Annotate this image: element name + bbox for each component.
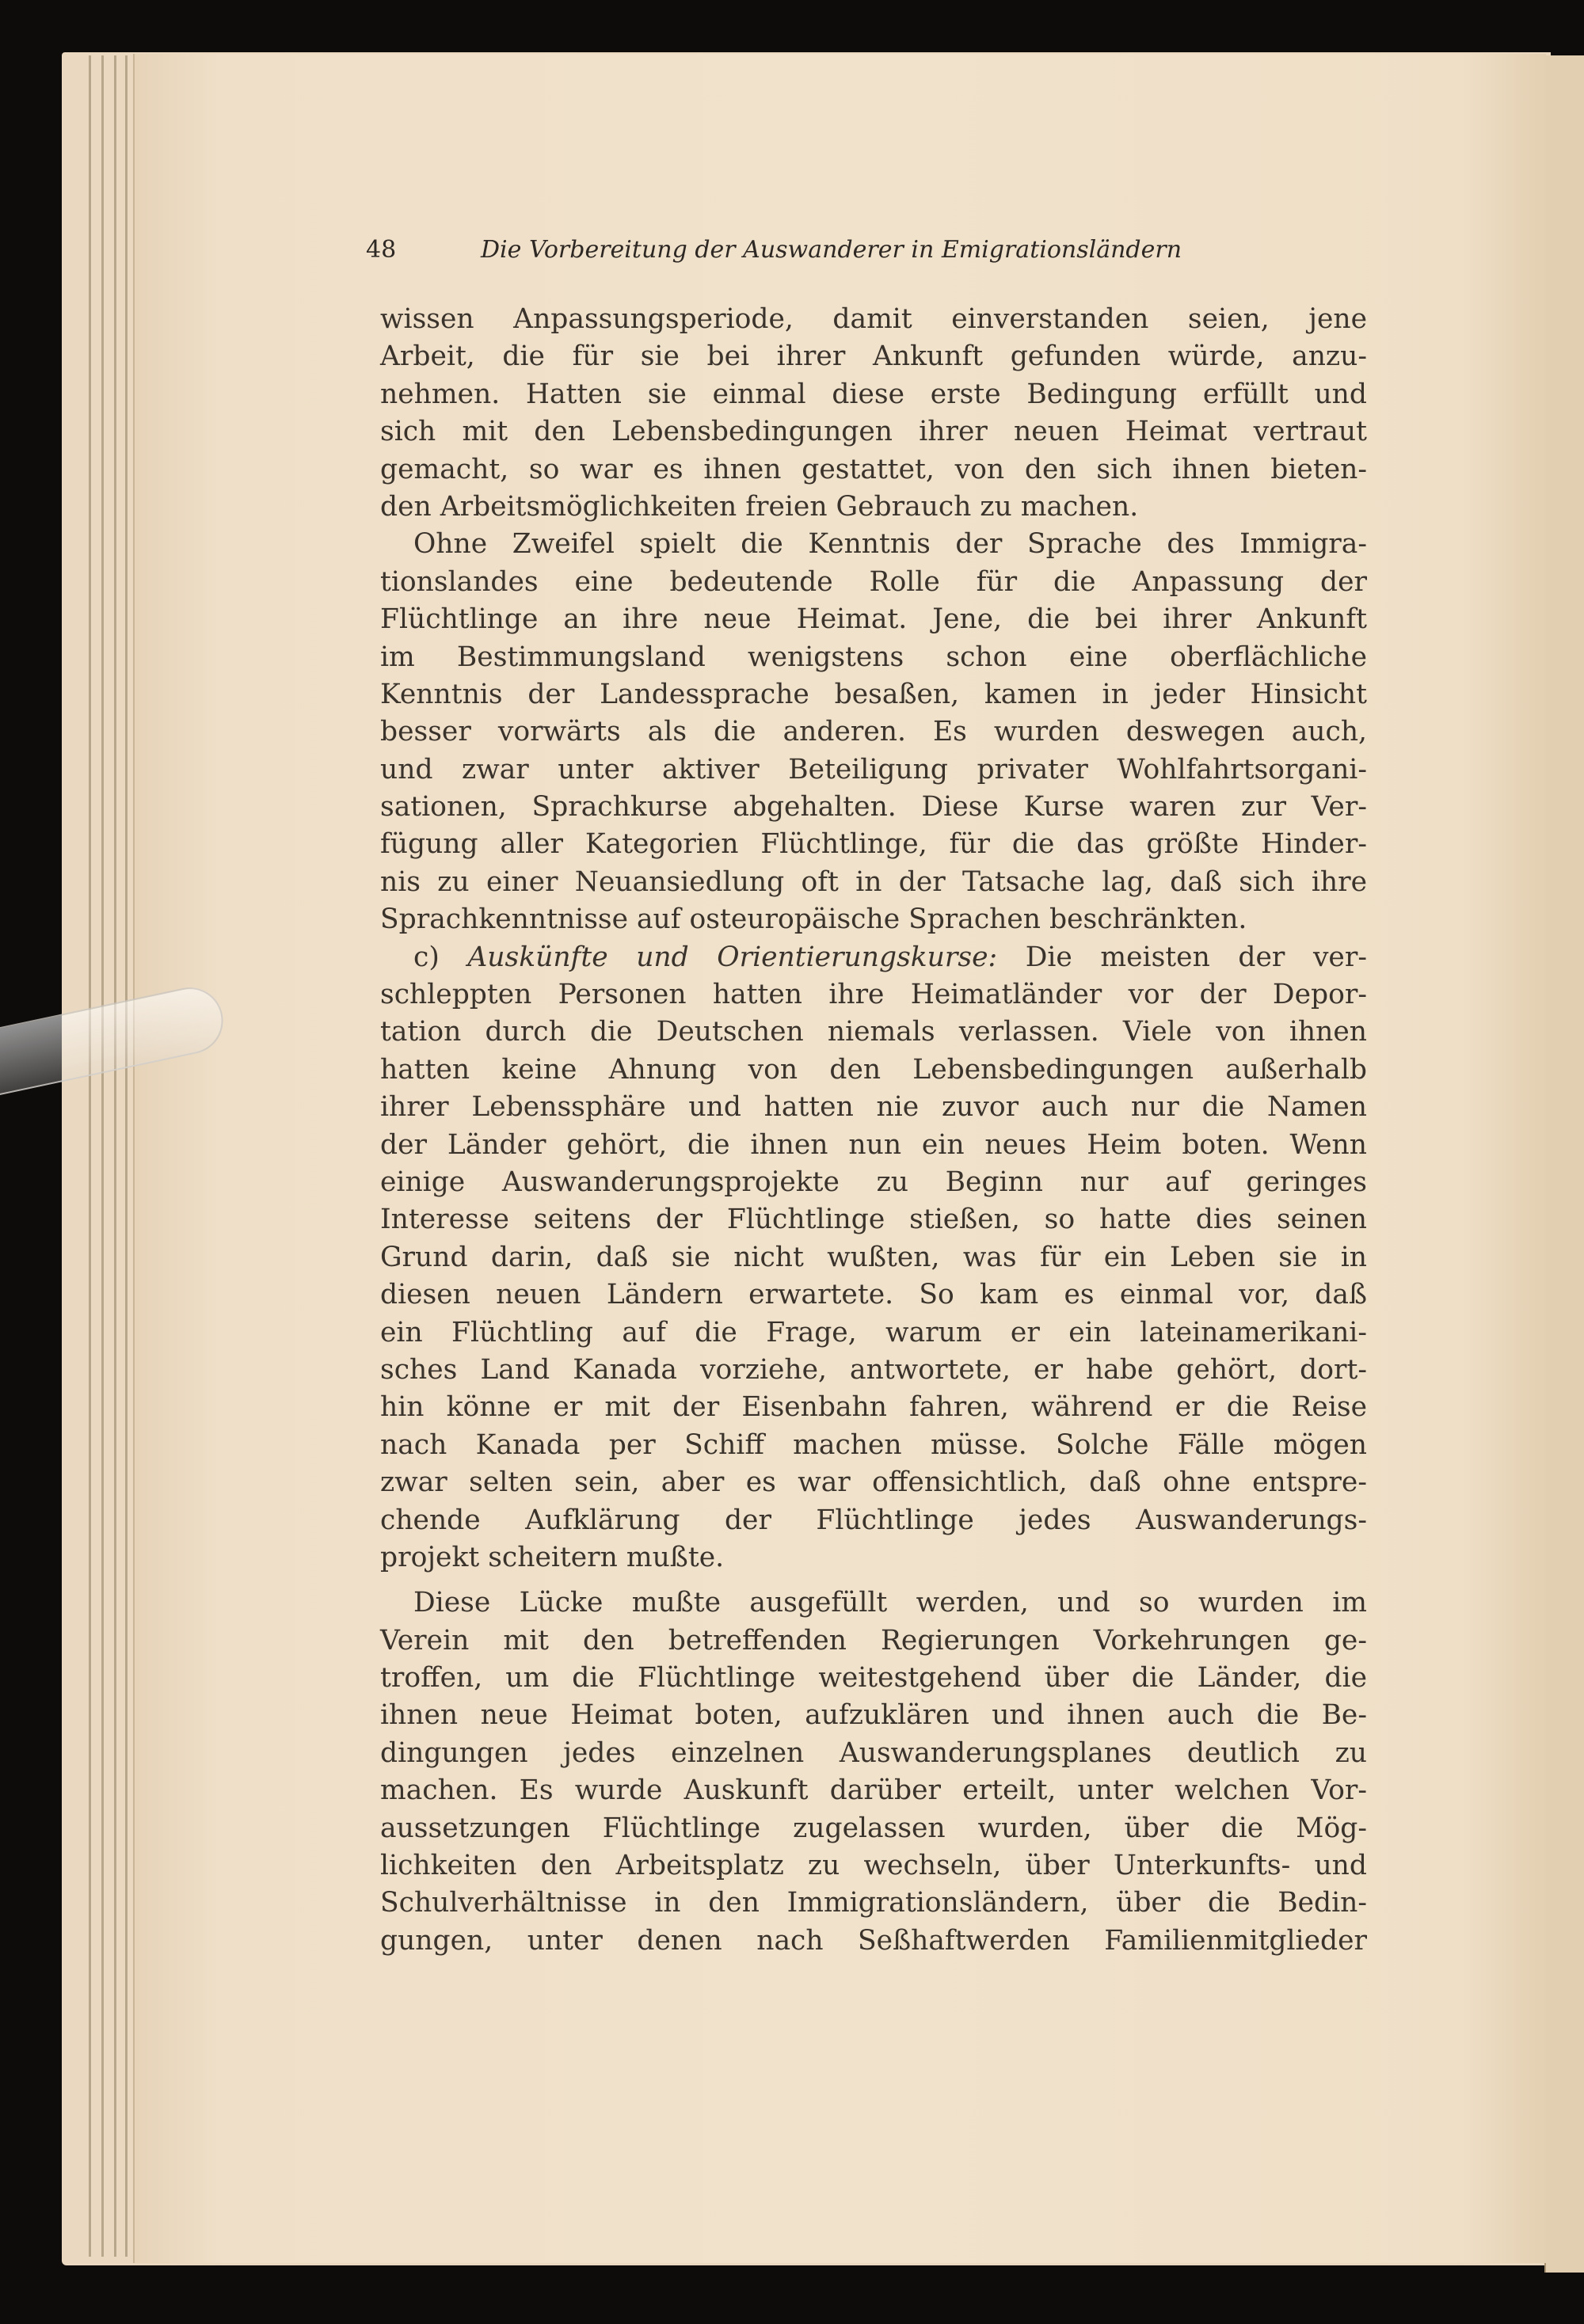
text-line: sich mit den Lebensbedingungen ihrer neuen Heimat vertraut — [380, 416, 1367, 448]
text-line: den Arbeitsmöglichkeiten freien Gebrauch zu machen. — [380, 490, 1139, 523]
text-line: aussetzungen Flüchtlinge zugelassen wurden, über die Mög- — [380, 1812, 1367, 1844]
text-line: schleppten Personen hatten ihre Heimatländer vor der Depor- — [380, 979, 1367, 1011]
text-line: im Bestimmungsland wenigstens schon eine oberflächliche — [380, 641, 1367, 673]
text-line: nach Kanada per Schiff machen müsse. Solche Fälle mögen — [380, 1428, 1367, 1461]
running-head: Die Vorbereitung der Auswanderer in Emigrationsländern — [481, 236, 1182, 264]
text-line: ihnen neue Heimat boten, aufzuklären und ihnen auch die Be- — [380, 1699, 1367, 1732]
section-label: c) — [413, 941, 468, 973]
text-line: machen. Es wurde Auskunft darüber erteilt, unter welchen Vor- — [380, 1774, 1367, 1807]
text-line: der Länder gehört, die ihnen nun ein neues Heim boten. Wenn — [380, 1128, 1367, 1161]
text-line: chende Aufklärung der Flüchtlinge jedes Auswanderungs- — [380, 1504, 1367, 1536]
text-line: fügung aller Kategorien Flüchtlinge, für die das größte Hinder- — [380, 828, 1367, 861]
text-line: gungen, unter denen nach Seßhaftwerden Familienmitglieder — [380, 1924, 1367, 1957]
page-edge — [101, 55, 104, 2257]
text-line: Ohne Zweifel spielt die Kenntnis der Sprache des Immigra- — [413, 528, 1367, 561]
text-line: hatten keine Ahnung von den Lebensbedingungen außerhalb — [380, 1053, 1367, 1086]
text-line: sationen, Sprachkurse abgehalten. Diese Kurse waren zur Ver- — [380, 791, 1367, 823]
section-c-first-line — [380, 939, 1367, 976]
text-line: zwar selten sein, aber es war offensichtlich, daß ohne entspre- — [380, 1466, 1367, 1499]
body-text — [380, 301, 1367, 1960]
text-line: Verein mit den betreffenden Regierungen Vorkehrungen ge- — [380, 1624, 1367, 1656]
text-line: nis zu einer Neuansiedlung oft in der Tatsache lag, daß sich ihre — [380, 865, 1367, 898]
text-line: ein Flüchtling auf die Frage, warum er ein lateinamerikani- — [380, 1316, 1367, 1348]
text-line: wissen Anpassungsperiode, damit einverstanden seien, jene — [380, 303, 1367, 335]
text-line: diesen neuen Ländern erwartete. So kam es einmal vor, daß — [380, 1279, 1367, 1311]
facing-page-edge — [1544, 55, 1584, 2273]
section-heading: Auskünfte und Orientierungskurse: — [467, 941, 998, 973]
text-line: Flüchtlinge an ihre neue Heimat. Jene, die bei ihrer Ankunft — [380, 603, 1367, 636]
text-fragment: Die meisten der ver- — [997, 941, 1367, 973]
text-line: Arbeit, die für sie bei ihrer Ankunft gefunden würde, anzu- — [380, 340, 1367, 373]
text-line: einige Auswanderungsprojekte zu Beginn nur auf geringes — [380, 1166, 1367, 1198]
text-line: Diese Lücke mußte ausgefüllt werden, und so wurden im — [413, 1587, 1367, 1619]
paragraph-gap — [380, 1577, 1367, 1584]
text-line: dingungen jedes einzelnen Auswanderungsplanes deutlich zu — [380, 1736, 1367, 1769]
page-edge — [114, 55, 116, 2257]
page-number: 48 — [366, 236, 397, 264]
page-header — [366, 236, 1372, 264]
text-line: troffen, um die Flüchtlinge weitestgehend über die Länder, die — [380, 1662, 1367, 1695]
text-line: projekt scheitern mußte. — [380, 1541, 725, 1573]
text-line: Schulverhältnisse in den Immigrationsländern, über die Bedin- — [380, 1887, 1367, 1919]
text-line: Kenntnis der Landessprache besaßen, kamen in jeder Hinsicht — [380, 678, 1367, 710]
text-line: hin könne er mit der Eisenbahn fahren, während er die Reise — [380, 1391, 1367, 1424]
text-line: tation durch die Deutschen niemals verlassen. Viele von ihnen — [380, 1016, 1367, 1048]
text-line: gemacht, so war es ihnen gestattet, von den sich ihnen bieten- — [380, 453, 1367, 485]
text-line: Grund darin, daß sie nicht wußten, was für ein Leben sie in — [380, 1241, 1367, 1273]
text-line: ihrer Lebenssphäre und hatten nie zuvor auch nur die Namen — [380, 1091, 1367, 1124]
text-line: nehmen. Hatten sie einmal diese erste Bedingung erfüllt und — [380, 378, 1367, 410]
text-line: sches Land Kanada vorziehe, antwortete, er habe gehört, dort- — [380, 1353, 1367, 1386]
page-edge — [125, 55, 128, 2257]
text-line: Sprachkenntnisse auf osteuropäische Sprachen beschränkten. — [380, 903, 1247, 936]
text-line: tionslandes eine bedeutende Rolle für die Anpassung der — [380, 565, 1367, 598]
text-line: lichkeiten den Arbeitsplatz zu wechseln, über Unterkunfts- und — [380, 1850, 1367, 1882]
text-line: und zwar unter aktiver Beteiligung privater Wohlfahrtsorgani- — [380, 753, 1367, 785]
text-line: Interesse seitens der Flüchtlinge stießen, so hatte dies seinen — [380, 1204, 1367, 1236]
page-edge — [89, 55, 91, 2257]
text-line: besser vorwärts als die anderen. Es wurden deswegen auch, — [380, 716, 1367, 748]
